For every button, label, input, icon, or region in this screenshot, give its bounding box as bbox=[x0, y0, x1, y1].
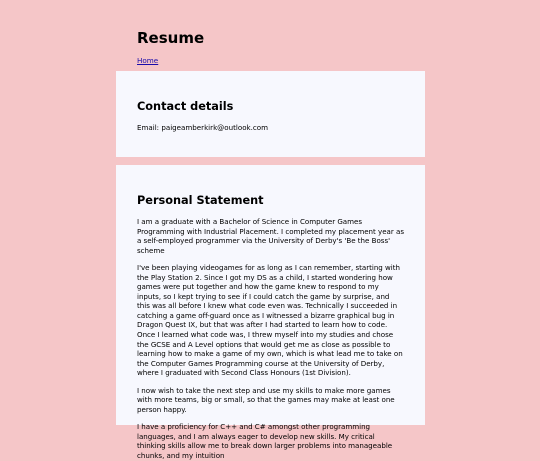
personal-statement-heading: Personal Statement bbox=[137, 194, 264, 207]
statement-paragraph: I have a proficiency for C++ and C# amongst other programming languages, and I am always eager to develop new skills. My critical thinking skills allow me to break down larger problems into manageable chunks, and my intuition bbox=[137, 422, 393, 461]
email-address: paigeamberkirk@outlook.com bbox=[161, 123, 269, 132]
email-label: Email: bbox=[137, 123, 160, 132]
contact-details-card bbox=[116, 71, 425, 157]
personal-statement-card bbox=[116, 165, 425, 461]
contact-details-heading: Contact details bbox=[137, 100, 234, 113]
statement-paragraph: I am a graduate with a Bachelor of Science in Computer Games Programming with Industrial Placement. I completed my placement year as a self-employed programmer via the University of Derby's 'Be the Boss' scheme bbox=[137, 217, 405, 255]
statement-body bbox=[137, 217, 404, 461]
home-link[interactable]: Home bbox=[137, 56, 159, 65]
site-header bbox=[137, 28, 427, 67]
page-title: Resume bbox=[137, 29, 205, 47]
statement-paragraph: I've been playing videogames for as long as I can remember, starting with the Play Station 2. Since I got my DS as a child, I started wondering how games were put together and how the game knew to respond to my inputs, so I kept trying to see if I could catch the game by surprise, and this was all before I knew what code even was. Technically I succeeded in catching a game off-guard once as I witnessed a bizarre graphical bug in Dragon Quest IX, but that was after I had started to learn how to code. Once I learned what code was, I threw myself into my studies and chose the GCSE and A Level options that would get me as close as possible to learning how to make a game of my own, which is what lead me to take on the Computer Games Programming course at the University of Derby, where I graduated with Second Class Honours (1st Division). bbox=[137, 263, 403, 378]
email-line bbox=[137, 123, 404, 133]
statement-paragraph: I now wish to take the next step and use my skills to make more games with more teams, big or small, so that the games may make at least one person happy. bbox=[137, 385, 395, 414]
